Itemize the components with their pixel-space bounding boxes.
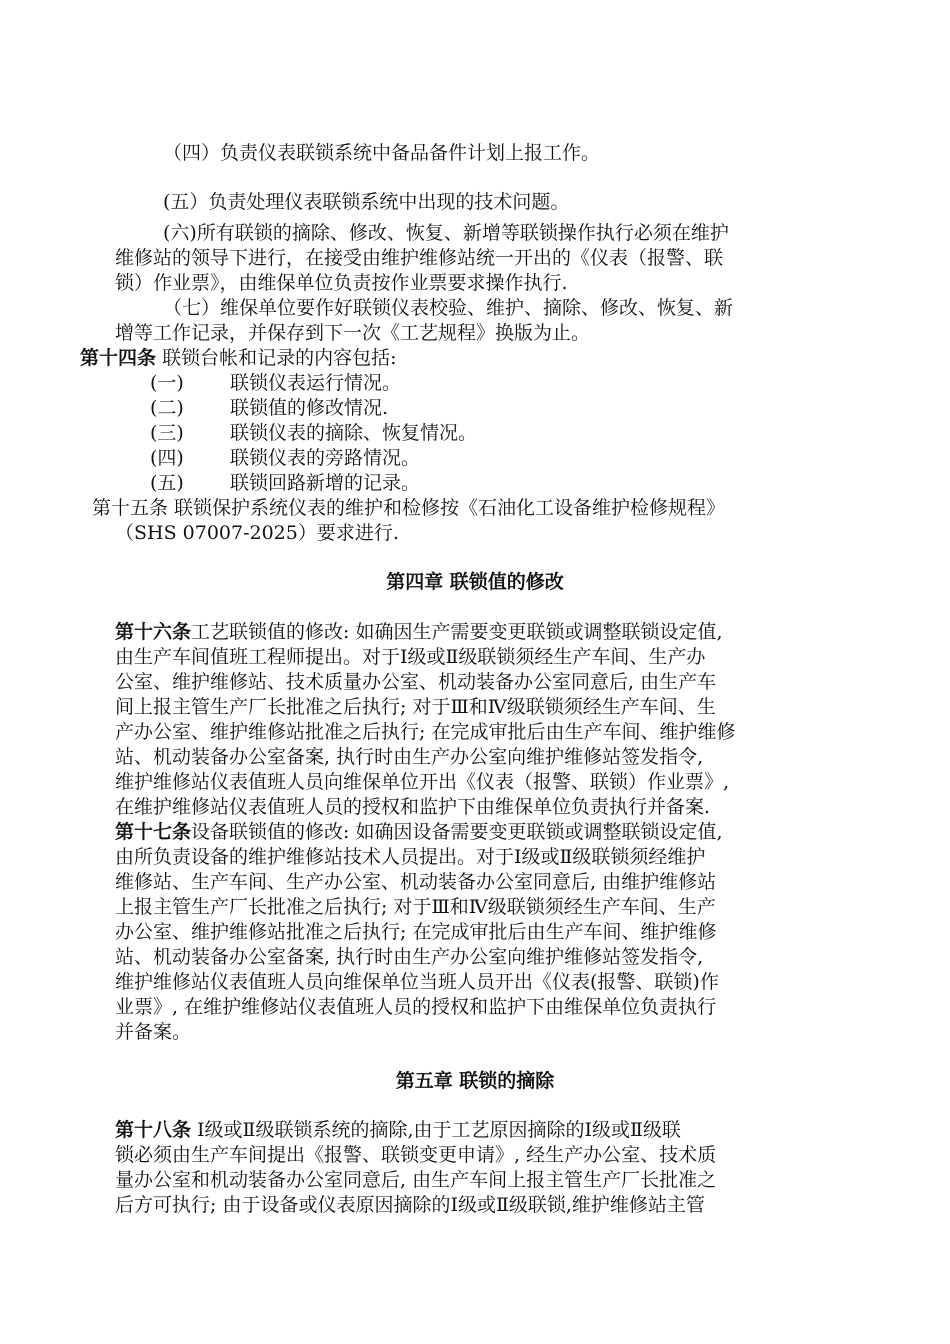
article-17-line: 办公室、维护维修站批准之后执行; 在完成审批后由生产车间、维护维修 — [115, 921, 717, 943]
article-16-line: 间上报主管生产厂长批准之后执行; 对于Ⅲ和Ⅳ级联锁须经生产车间、生 — [115, 696, 716, 718]
article-text: Ⅰ级或Ⅱ级联锁系统的摘除,由于工艺原因摘除的Ⅰ级或Ⅱ级联 — [191, 1119, 681, 1141]
article-17-line: 维修站、生产车间、生产办公室、机动装备办公室同意后, 由维护维修站 — [115, 871, 717, 893]
article-17-line: 维护维修站仪表值班人员向维保单位当班人员开出《仪表(报警、联锁)作 — [115, 971, 719, 993]
article-label: 第十七条 — [115, 821, 192, 843]
article-17-line: 由所负责设备的维护维修站技术人员提出。对于Ⅰ级或Ⅱ级联锁须经维护 — [115, 846, 706, 868]
article-14 — [80, 346, 396, 371]
paragraph-line: （七）维保单位要作好联锁仪表校验、维护、摘除、修改、恢复、新 — [163, 297, 734, 319]
paragraph-line: (五）负责处理仪表联锁系统中出现的技术问题。 — [163, 191, 570, 213]
article-18-line: 量办公室和机动装备办公室同意后, 由生产车间上报主管生产厂长批准之 — [115, 1169, 717, 1191]
article-16-line: 维护维修站仪表值班人员向维保单位开出《仪表（报警、联锁）作业票》, — [115, 771, 730, 793]
article-17-line: 业票》, 在维护维修站仪表值班人员的授权和监护下由维保单位负责执行 — [115, 996, 717, 1018]
article-16-line: 公室、维护维修站、技术质量办公室、机动装备办公室同意后, 由生产车 — [115, 671, 717, 693]
article-17-line: 上报主管生产厂长批准之后执行; 对于Ⅲ和Ⅳ级联锁须经生产车间、生产 — [115, 896, 716, 918]
paragraph-line: 锁）作业票》，由维保单位负责按作业票要求操作执行. — [115, 272, 568, 294]
article-text: 设备联锁值的修改: 如确因设备需要变更联锁或调整联锁设定值, — [191, 821, 723, 843]
paragraph-line: 增等工作记录，并保存到下一次《工艺规程》换版为止。 — [115, 322, 591, 344]
list-item-number: (一) — [150, 372, 184, 394]
list-item: 联锁仪表的摘除、恢复情况。 — [230, 422, 478, 444]
list-item-number: (二) — [150, 397, 184, 419]
chapter-heading: 第五章 联锁的摘除 — [395, 1070, 555, 1092]
list-item: 联锁值的修改情况. — [230, 397, 389, 419]
list-item-number: (五) — [150, 472, 184, 494]
paragraph-line: (六)所有联锁的摘除、修改、恢复、新增等联锁操作执行必须在维护 — [163, 222, 729, 244]
article-label: 第十六条 — [115, 621, 192, 643]
paragraph-line: （四）负责仪表联锁系统中备品备件计划上报工作。 — [163, 142, 601, 164]
article-16-line: 由生产车间值班工程师提出。对于Ⅰ级或Ⅱ级联锁须经生产车间、生产办 — [115, 646, 706, 668]
article-16-line: 在维护维修站仪表值班人员的授权和监护下由维保单位负责执行并备案. — [115, 796, 711, 818]
article-text: 联锁台帐和记录的内容包括: — [162, 347, 397, 369]
article-17-line — [115, 820, 723, 845]
article-16-line: 产办公室、维护维修站批准之后执行; 在完成审批后由生产车间、维护维修 — [115, 721, 736, 743]
article-16-line: 站、机动装备办公室备案, 执行时由生产办公室向维护维修站签发指令, — [115, 746, 704, 768]
article-15-line: （SHS 07007-2025）要求进行. — [115, 522, 399, 544]
paragraph-line: 维修站的领导下进行，在接受由维护维修站统一开出的《仪表（报警、联 — [115, 247, 724, 269]
article-label: 第十八条 — [115, 1119, 192, 1141]
list-item-number: (三) — [150, 422, 184, 444]
article-18-line: 锁必须由生产车间提出《报警、联锁变更申请》, 经生产办公室、技术质 — [115, 1144, 717, 1166]
article-17-line: 并备案。 — [115, 1021, 192, 1043]
list-item: 联锁仪表运行情况。 — [230, 372, 402, 394]
article-text: 工艺联锁值的修改: 如确因生产需要变更联锁或调整联锁设定值, — [191, 621, 723, 643]
article-17-line: 站、机动装备办公室备案, 执行时由生产办公室向维护维修站签发指令, — [115, 946, 704, 968]
list-item: 联锁回路新增的记录。 — [230, 472, 421, 494]
article-16-line — [115, 620, 723, 645]
article-label: 第十四条 — [80, 347, 157, 369]
article-15-line: 第十五条 联锁保护系统仪表的维护和检修按《石油化工设备维护检修规程》 — [92, 497, 726, 519]
article-18-line — [115, 1118, 681, 1143]
article-18-line: 后方可执行; 由于设备或仪表原因摘除的Ⅰ级或Ⅱ级联锁,维护维修站主管 — [115, 1194, 705, 1216]
chapter-heading: 第四章 联锁值的修改 — [386, 571, 564, 593]
list-item-number: (四) — [150, 447, 184, 469]
list-item: 联锁仪表的旁路情况。 — [230, 447, 421, 469]
